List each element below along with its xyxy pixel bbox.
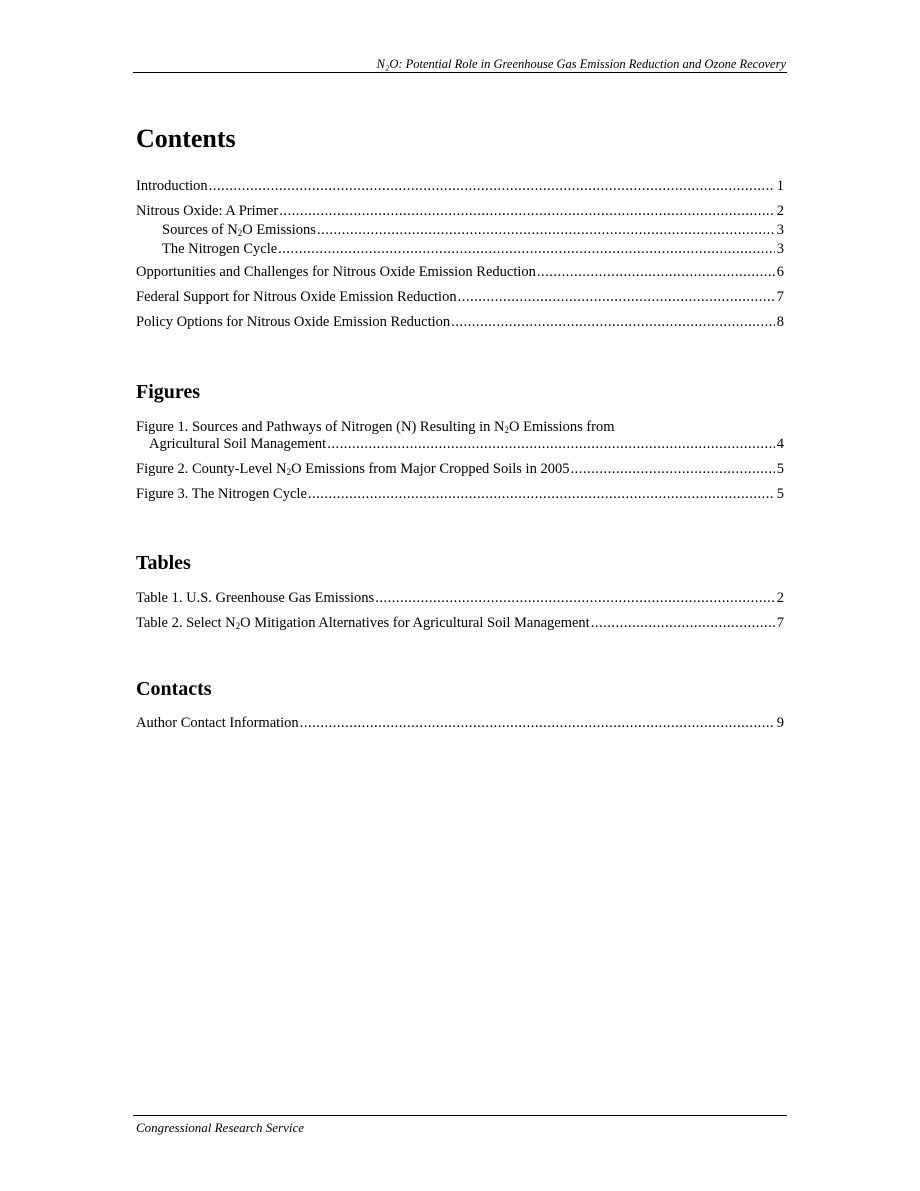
toc-entry-label: Nitrous Oxide: A Primer [136,203,279,219]
toc-entry-author-contact[interactable] [136,715,784,732]
toc-entry-page: 7 [776,615,784,631]
toc-entry-figure-3[interactable] [136,486,784,503]
tables-heading: Tables [136,552,191,574]
toc-entry-page: 6 [776,264,784,280]
dot-leader [308,486,775,503]
contents-heading: Contents [136,124,236,153]
toc-entry-label: Author Contact Information [136,715,299,731]
contacts-list [136,715,784,732]
toc-entry-page: 7 [776,289,784,305]
toc-entry-label: Table 2. Select $N_2O$ Mitigation Alternatives for Agricultural Soil Management [136,615,590,631]
dot-leader [317,222,775,239]
dot-leader [327,436,775,453]
toc-entry-label: Figure 2. County-Level $N_2O$ Emissions from Major Cropped Soils in 2005 [136,461,570,477]
tables-list [136,590,784,632]
toc-entry-sources-of-n2o[interactable] [136,222,784,239]
dot-leader [570,461,774,478]
figures-heading: Figures [136,381,201,403]
dot-leader [537,264,775,281]
toc-entry-page: 3 [776,241,784,257]
dot-leader [300,715,775,732]
contents-section [136,124,784,331]
toc-entry-label: Table 1. U.S. Greenhouse Gas Emissions [136,590,375,606]
running-header-title: N₂O: Potential Role in Greenhouse Gas Emission Reduction and Ozone Recovery [376,57,786,71]
toc-entry-page: 4 [776,436,784,452]
toc-entry-label: The Nitrogen Cycle [162,241,278,257]
toc-entry-policy-options[interactable] [136,314,784,331]
toc-entry-page: 2 [776,590,784,606]
toc-entry-page: 9 [776,715,784,731]
toc-entry-figure-1[interactable] [136,419,784,453]
toc-entry-label: Federal Support for Nitrous Oxide Emission Reduction [136,289,457,305]
dot-leader [279,203,775,220]
header-divider [133,72,787,73]
dot-leader [278,241,775,258]
toc-entry-page: 3 [776,222,784,238]
figures-list [136,419,784,503]
toc-entry-table-1[interactable] [136,590,784,607]
toc-entry-nitrous-oxide-primer[interactable] [136,203,784,220]
toc-entry-label: Sources of $N_2O$ Emissions [162,222,316,238]
toc-entry-federal-support[interactable] [136,289,784,306]
dot-leader [591,615,775,632]
toc-entry-page: 8 [776,314,784,330]
footer-publisher: Congressional Research Service [136,1120,304,1135]
toc-entry-page: 2 [776,203,784,219]
toc-entry-page: 1 [776,178,784,194]
toc-entry-page: 5 [776,461,784,477]
dot-leader [209,178,775,195]
toc-entry-page: 5 [776,486,784,502]
toc-entry-table-2[interactable] [136,615,784,632]
toc-entry-label: Figure 3. The Nitrogen Cycle [136,486,307,502]
toc-entry-label: Policy Options for Nitrous Oxide Emission Reduction [136,314,451,330]
contacts-heading: Contacts [136,678,212,700]
toc-entry-continuation [136,436,784,453]
toc-entry-label-line-2: Agricultural Soil Management [149,436,327,452]
contacts-section [136,677,784,732]
running-header [135,56,786,72]
dot-leader [451,314,775,331]
dot-leader [458,289,775,306]
toc-entry-introduction[interactable] [136,178,784,195]
dot-leader [375,590,775,607]
toc-entry-figure-2[interactable] [136,461,784,478]
contents-list [136,178,784,331]
toc-entry-label-line-1: Figure 1. Sources and Pathways of Nitrogen (N) Resulting in $N_2O$ Emissions from [136,419,615,435]
toc-entry-label: Introduction [136,178,208,194]
toc-entry-label: Opportunities and Challenges for Nitrous Oxide Emission Reduction [136,264,536,280]
toc-entry-opportunities-challenges[interactable] [136,264,784,281]
footer-divider [133,1115,787,1116]
running-footer [136,1120,304,1136]
tables-section [136,551,784,632]
toc-entry-nitrogen-cycle[interactable] [136,241,784,258]
figures-section [136,380,784,503]
